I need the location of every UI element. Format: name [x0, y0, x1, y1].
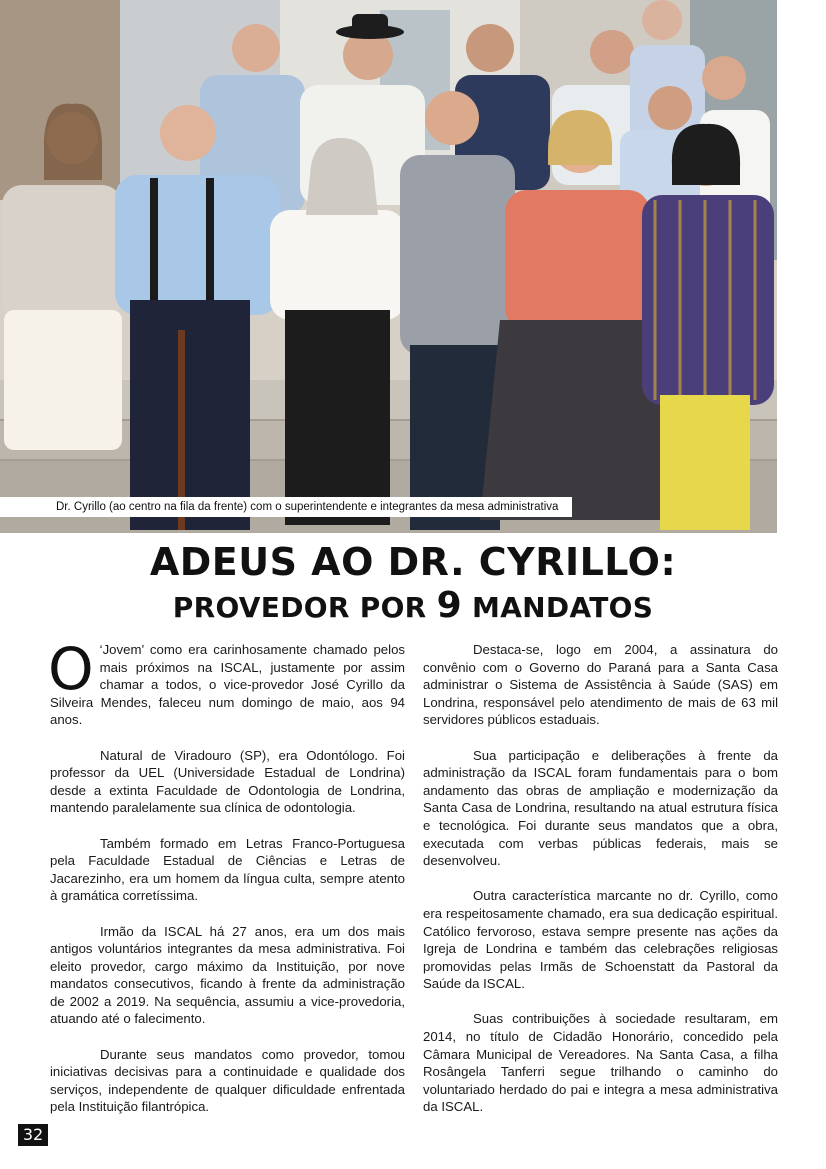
paragraph: Durante seus mandatos como provedor, tomou iniciativas decisivas para a continuidade e qualidade dos serviços, independente de qualquer dificuldade enfrentada pela Instituição filantrópica.	[50, 1046, 405, 1115]
group-photo-illustration	[0, 0, 777, 533]
paragraph: Natural de Viradouro (SP), era Odontólogo. Foi professor da UEL (Universidade Estadual de Londrina) desde a extinta Faculdade de Odontologia de Londrina, mantendo paralelamente sua clínica de odontologia.	[50, 747, 405, 816]
paragraph	[48, 635, 405, 729]
paragraph: Irmão da ISCAL há 27 anos, era um dos mais antigos voluntários integrantes da mesa administrativa. Foi eleito provedor, cargo máximo da Instituição, por nove mandatos consecutivos, ficando à frente da administração de 2002 a 2019. Na sequência, assumiu a vice-provedoria, atuando até o falecimento.	[50, 923, 405, 1027]
paragraph-text: ‘Jovem’ como era carinhosamente chamado pelos mais próximos na ISCAL, justamente por assim chamar a todos, o vice-provedor José Cyrillo da Silveira Mendes, faleceu num domingo de maio, aos 94 anos.	[50, 642, 405, 728]
article-column-right	[423, 641, 778, 1134]
headline-subtitle	[0, 585, 826, 626]
drop-cap: O	[48, 635, 94, 703]
subtitle-number: 9	[436, 585, 462, 626]
paragraph: Destaca-se, logo em 2004, a assinatura do convênio com o Governo do Paraná para a Santa Casa administrar o Sistema de Assistência à Saúde (SAS) em Londrina, responsável pelo atendimento de mais de 63 mil servidores públicos estaduais.	[423, 642, 778, 728]
page-number: 32	[18, 1124, 48, 1146]
paragraph: Suas contribuições à sociedade resultaram, em 2014, no título de Cidadão Honorário, concedido pela Câmara Municipal de Vereadores. Na Santa Casa, a filha Rosângela Tanferri segue trilhando o caminho do voluntariado herdado do pai e integra a mesa administrativa da ISCAL.	[423, 1011, 778, 1115]
article-column-left	[48, 635, 405, 1134]
paragraph: Outra característica marcante no dr. Cyrillo, como era respeitosamente chamado, era sua dedicação espiritual. Católico fervoroso, estava sempre presente nas ações da Igreja de Londrina e também das celebrações religiosas promovidas pelas Irmãs de Schoenstatt da Pastoral da Saúde da ISCAL.	[423, 888, 778, 992]
subtitle-suffix: MANDATOS	[472, 591, 654, 624]
paragraph: Também formado em Letras Franco-Portuguesa pela Faculdade Estadual de Ciências e Letras de Jacarezinho, era um homem da língua culta, sempre atento à gramática corretíssima.	[50, 835, 405, 904]
headline-title: ADEUS AO DR. CYRILLO:	[149, 540, 677, 584]
photo-caption: Dr. Cyrillo (ao centro na fila da frente) com o superintendente e integrantes da mesa administrativa	[0, 497, 572, 517]
group-photo	[0, 0, 777, 533]
paragraph: Sua participação e deliberações à frente da administração da ISCAL foram fundamentais para o bom andamento das obras de ampliação e modernização da Santa Casa de Londrina, resultando na atual estrutura física e tecnológica. Foi durante seus mandatos que a obra, executada com verbas públicas federais, mais se desenvolveu.	[423, 747, 778, 869]
subtitle-prefix: PROVEDOR POR	[172, 591, 427, 624]
